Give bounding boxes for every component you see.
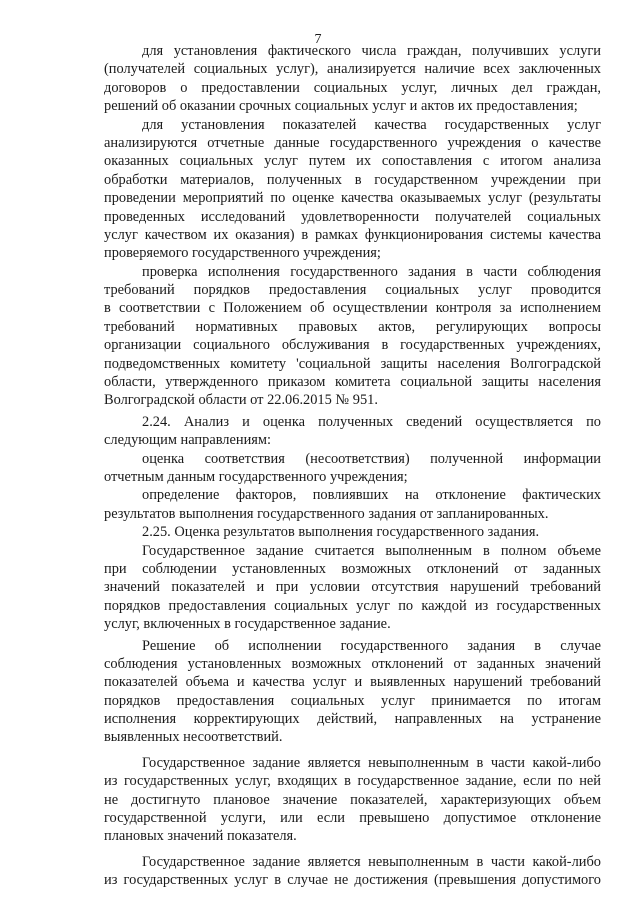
text-line: анализируются отчетные данные государственного учреждения о качестве [104,134,601,151]
text-line: значений показателей и при условии отсутствия нарушений требований [104,579,601,596]
text-line: подведомственных комитету 'социальной защиты населения Волгоградской [104,355,601,372]
text-line: для установления фактического числа граждан, получивших услуги [142,43,601,59]
text-line: при соблюдении установленных возможных отклонений от заданных [104,560,601,577]
text-line: соблюдения установленных возможных отклонений от заданных значений [104,655,601,672]
text-line: оценка соответствия (несоответствия) полученной информации [142,450,601,467]
text-line: следующим направлениям: [104,432,272,449]
text-line: для установления показателей качества государственных услуг [142,116,601,133]
text-line: Волгоградской области от 22.06.2015 № 951. [104,392,378,409]
text-line: обработки материалов, полученных в государственном учреждении при [104,171,601,188]
text-line: Государственное задание является невыполненным в части какой-либо [142,754,601,771]
text-line: определение факторов, повлиявших на отклонение фактических [142,487,601,504]
text-line: организации социального обслуживания в государственных учреждениях, [104,337,601,354]
text-line: в соответствии с Положением об осуществлении контроля за исполнением [104,300,601,317]
text-line: Решение об исполнении государственного задания в случае [142,637,601,654]
document-body [104,42,601,890]
text-line: оказанных социальных услуг путем их сопоставления с итогом анализа [104,153,601,170]
text-line: услуг качеством их оказания) в рамках функционирования системы качества [104,226,601,243]
text-line: плановых значений показателя. [104,828,297,845]
text-line: порядков предоставления социальных услуг принимается по итогам [104,692,601,709]
text-line: проверка исполнения государственного задания в части соблюдения [142,263,601,280]
text-line: договоров о предоставлении социальных услуг, личных дел граждан, [104,79,601,96]
text-line: Государственное задание является невыполненным в части какой-либо [142,853,601,870]
text-line: государственной услуги, или если превышено допустимое отклонение [104,810,601,827]
text-line: не достигнуто плановое значение показателей, характеризующих объем [104,791,601,808]
text-line: (получателей социальных услуг), анализируется наличие всех заключенных [104,61,601,78]
text-line: проведении мероприятий по оценке качества оказываемых услуг (результаты [104,190,601,207]
text-line: из государственных услуг в случае не достижения (превышения допустимого [104,872,601,889]
text-line: исполнения корректирующих действий, направленных на устранение [104,711,601,728]
text-line: решений об оказании срочных социальных услуг и актов их предоставления; [104,98,578,115]
text-line: 2.24. Анализ и оценка полученных сведений осуществляется по [142,413,601,430]
text-line: требований нормативных правовых актов, регулирующих вопросы [104,318,601,335]
page-number: 7 [314,32,322,47]
text-line: порядков предоставления социальных услуг по каждой из государственных [104,597,601,614]
text-line: проведенных исследований удовлетворенности получателей социальных [104,208,601,225]
text-line: выявленных несоответствий. [104,729,283,746]
text-line: требований порядков предоставления социальных услуг проводится [104,282,601,299]
text-line: проверяемого государственного учреждения; [104,245,381,262]
text-line: области, утвержденного приказом комитета социальной защиты населения [104,374,601,391]
text-line: услуг, включенных в государственное задание. [104,616,391,633]
text-line: Государственное задание считается выполненным в полном объеме [142,542,601,559]
text-line: из государственных услуг, входящих в государственное задание, если по ней [104,773,601,790]
text-line: результатов выполнения государственного задания от запланированных. [104,505,549,522]
text-line: показателей объема и качества услуг и выявленных нарушений требований [104,674,601,691]
text-line: отчетным данным государственного учреждения; [104,468,408,485]
text-line: 2.25. Оценка результатов выполнения государственного задания. [142,524,540,541]
